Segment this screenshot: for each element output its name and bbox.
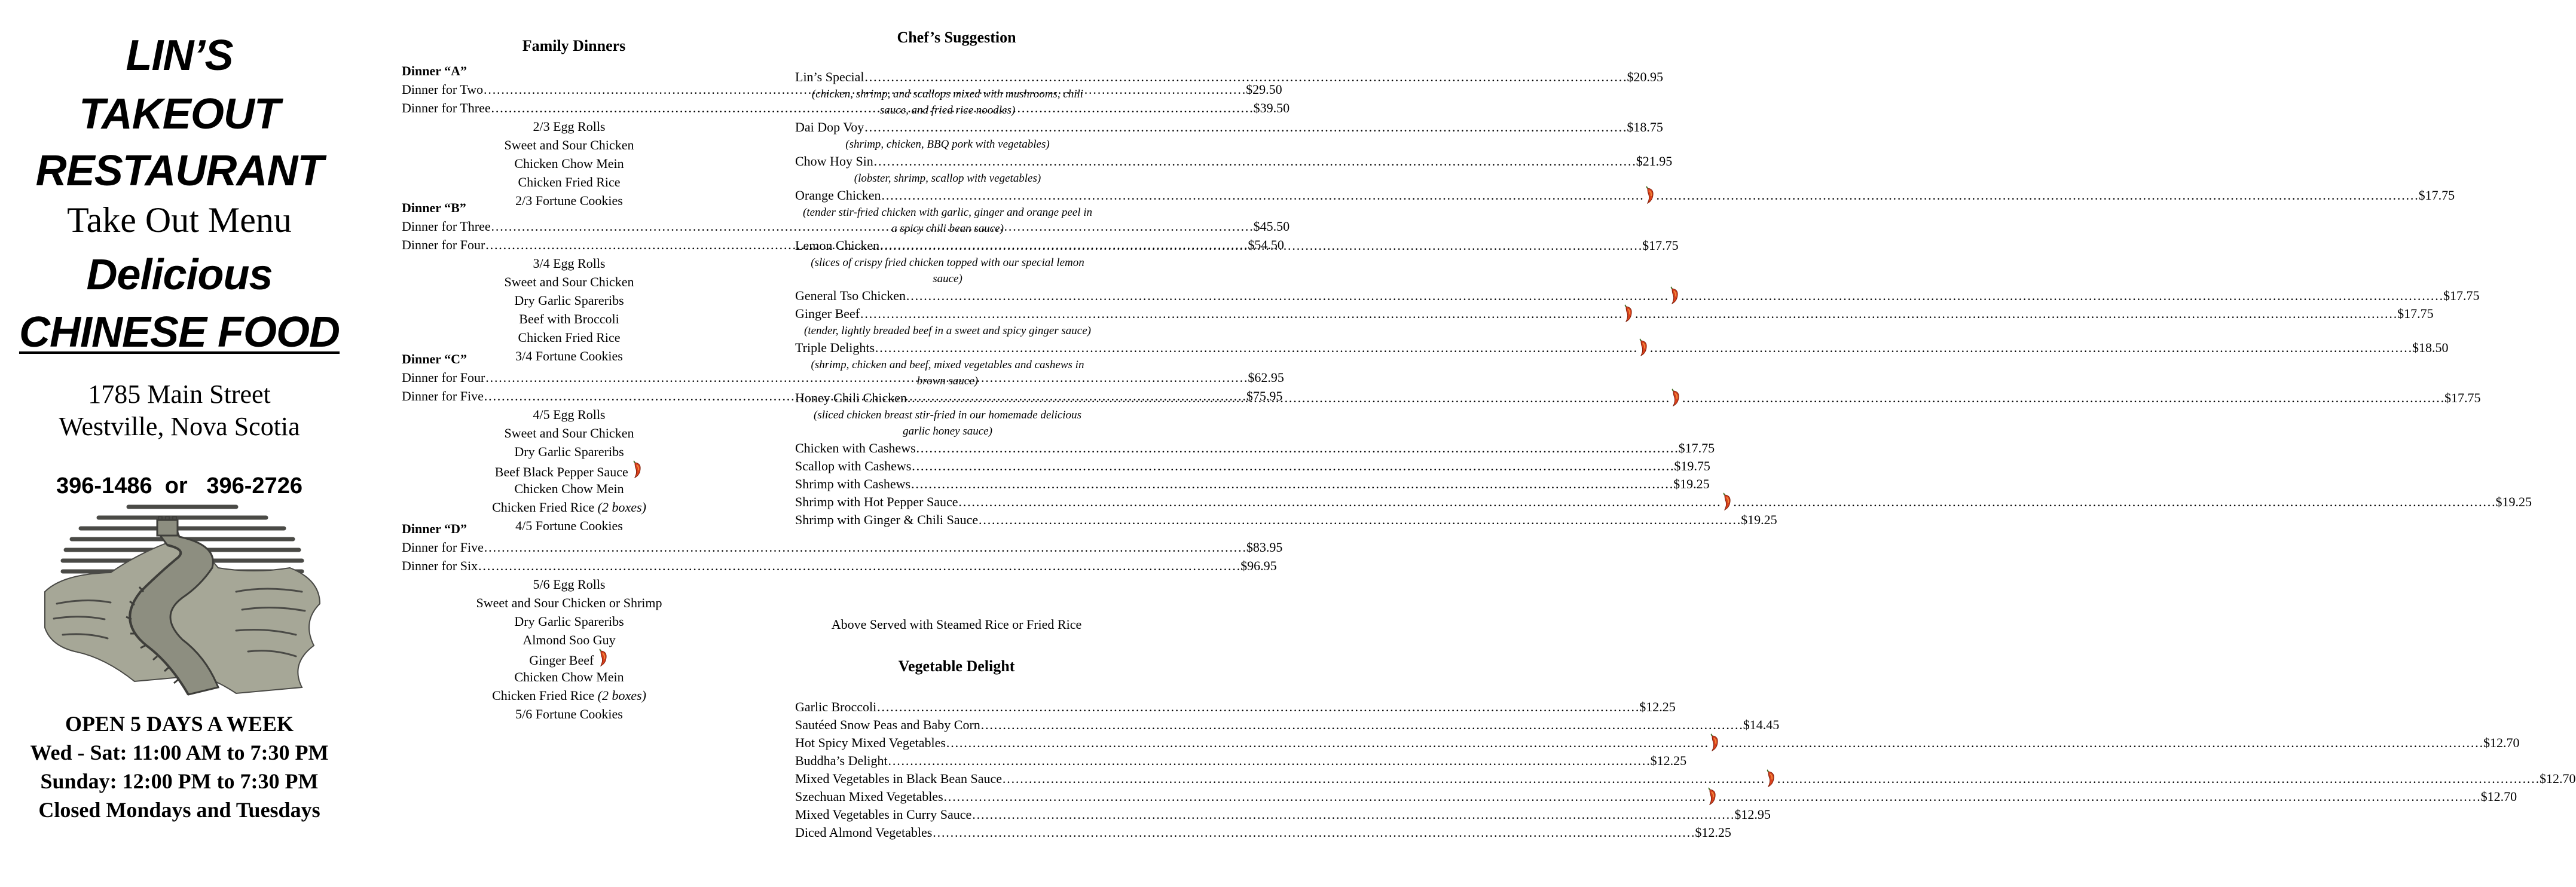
item-name: Shrimp with Hot Pepper Sauce bbox=[795, 494, 958, 509]
vegetable-item-row bbox=[795, 770, 2576, 788]
leader-dots bbox=[1002, 770, 1765, 788]
leader-dots bbox=[1649, 339, 2412, 357]
item-name: Mixed Vegetables in Curry Sauce bbox=[795, 807, 972, 822]
dinner-item-text: Sweet and Sour Chicken bbox=[504, 274, 634, 289]
chef-item-row bbox=[795, 475, 1710, 493]
item-price: $17.75 bbox=[2418, 188, 2455, 203]
tagline-delicious: Delicious bbox=[86, 251, 273, 299]
leader-dots bbox=[907, 389, 2444, 407]
dinner-item-text: Beef with Broccoli bbox=[519, 311, 619, 326]
dinner-items bbox=[402, 405, 737, 535]
chili-pepper-icon bbox=[1670, 389, 1682, 407]
dinner-item-text: Sweet and Sour Chicken bbox=[504, 426, 634, 441]
chef-item-row bbox=[795, 439, 1715, 457]
dinner-item-text: 2/3 Egg Rolls bbox=[533, 119, 606, 134]
item-name: General Tso Chicken bbox=[795, 288, 906, 303]
dinner-item-note: (2 boxes) bbox=[597, 500, 646, 515]
dinner-item-text: 2/3 Fortune Cookies bbox=[515, 193, 623, 208]
item-name: Lemon Chicken bbox=[795, 238, 880, 253]
chef-item-description: (tender stir-fried chicken with garlic, ginger and orange peel in a spicy chili bean sauce) bbox=[802, 206, 1093, 235]
dinner-item bbox=[402, 173, 737, 191]
item-price: $12.25 bbox=[1639, 699, 1676, 714]
chef-item-description: (slices of crispy fried chicken topped with our special lemon sauce) bbox=[811, 256, 1084, 285]
dinner-name: Dinner “B” bbox=[402, 200, 466, 215]
dinner-item bbox=[402, 273, 737, 291]
item-price: $54.50 bbox=[1248, 237, 1284, 252]
item-name: Dinner for Six bbox=[402, 558, 478, 573]
menu-subtitle: Take Out Menu bbox=[67, 200, 292, 240]
leader-dots bbox=[860, 305, 2397, 323]
vegetable-item-row bbox=[795, 734, 2520, 752]
item-price: $17.75 bbox=[1678, 441, 1715, 455]
leader-dots bbox=[906, 287, 2443, 305]
leader-dots bbox=[1002, 770, 2540, 788]
item-price: $96.95 bbox=[1240, 558, 1277, 573]
dinner-item bbox=[402, 136, 737, 154]
leader-dots bbox=[1777, 770, 2540, 788]
dinner-item bbox=[402, 310, 737, 328]
leader-dots bbox=[916, 439, 1679, 457]
great-wall-illustration bbox=[39, 502, 326, 699]
chef-item-row bbox=[795, 305, 2434, 323]
item-price: $17.75 bbox=[2397, 306, 2434, 321]
leader-dots bbox=[971, 806, 1734, 824]
vegetable-delight-list bbox=[795, 698, 2576, 842]
leader-dots bbox=[910, 475, 1673, 493]
dinner-item-text: Beef Black Pepper Sauce bbox=[494, 464, 628, 479]
chili-pepper-icon bbox=[1669, 287, 1680, 305]
item-name: Scallop with Cashews bbox=[795, 458, 912, 473]
item-price: $19.75 bbox=[1674, 458, 1710, 473]
dinner-price-row bbox=[402, 80, 1282, 99]
dinner-item bbox=[402, 612, 737, 631]
leader-dots bbox=[946, 734, 2483, 752]
item-price: $62.95 bbox=[1248, 370, 1284, 385]
item-name: Mixed Vegetables in Black Bean Sauce bbox=[795, 771, 1002, 786]
item-price: $12.25 bbox=[1650, 753, 1687, 768]
item-price: $17.75 bbox=[2443, 288, 2480, 303]
address-line2: Westville, Nova Scotia bbox=[59, 412, 300, 441]
dinner-item-text: Chicken Fried Rice bbox=[518, 175, 621, 189]
item-name: Shrimp with Cashews bbox=[795, 476, 911, 491]
dinner-item-text: Dry Garlic Spareribs bbox=[514, 293, 624, 308]
chef-item-row bbox=[795, 118, 1663, 136]
dinner-items bbox=[402, 117, 737, 210]
dinner-item-note: (2 boxes) bbox=[597, 688, 646, 703]
item-price: $29.50 bbox=[1246, 82, 1282, 97]
chef-item-row bbox=[795, 339, 2449, 357]
leader-dots bbox=[875, 339, 1637, 357]
hours-line: Wed - Sat: 11:00 AM to 7:30 PM bbox=[30, 741, 329, 764]
item-name: Chicken with Cashews bbox=[795, 441, 916, 455]
chili-pepper-icon bbox=[1644, 186, 1656, 204]
chili-pepper-icon bbox=[1637, 339, 1649, 357]
item-name: Szechuan Mixed Vegetables bbox=[795, 789, 943, 804]
item-name: Shrimp with Ginger & Chili Sauce bbox=[795, 512, 979, 527]
chili-pepper-icon bbox=[1721, 493, 1733, 511]
dinner-item-text: Chicken Chow Mein bbox=[514, 669, 624, 684]
item-name: Dinner for Two bbox=[402, 82, 484, 97]
leader-dots bbox=[1718, 788, 2481, 806]
leader-dots bbox=[888, 752, 1651, 770]
item-name: Orange Chicken bbox=[795, 188, 881, 203]
dinner-item-text: Chicken Chow Mein bbox=[514, 156, 624, 171]
leader-dots bbox=[873, 152, 1636, 170]
leader-dots bbox=[881, 186, 2419, 204]
leader-dots bbox=[860, 305, 1622, 323]
vegetable-item-row bbox=[795, 806, 1771, 824]
dinner-item-text: Sweet and Sour Chicken or Shrimp bbox=[476, 595, 662, 610]
chef-item-row bbox=[795, 152, 1673, 170]
leader-dots bbox=[1682, 389, 2444, 407]
item-price: $12.95 bbox=[1734, 807, 1771, 822]
item-name: Chow Hoy Sin bbox=[795, 154, 873, 169]
leader-dots bbox=[906, 287, 1669, 305]
item-price: $75.95 bbox=[1246, 389, 1283, 403]
chili-pepper-icon bbox=[631, 461, 643, 479]
leader-dots bbox=[1656, 186, 2419, 204]
item-name: Buddha’s Delight bbox=[795, 753, 888, 768]
chili-pepper-icon bbox=[1765, 770, 1777, 788]
vegetable-delight-heading: Vegetable Delight bbox=[898, 657, 1015, 675]
chef-item-row bbox=[795, 457, 1710, 475]
dinner-item bbox=[402, 705, 737, 723]
item-name: Dinner for Three bbox=[402, 100, 491, 115]
dinner-item-text: 4/5 Fortune Cookies bbox=[515, 518, 623, 533]
item-name: Dai Dop Voy bbox=[795, 120, 864, 134]
chef-item-row bbox=[795, 186, 2455, 204]
leader-dots bbox=[1733, 493, 2496, 511]
item-price: $45.50 bbox=[1253, 219, 1290, 234]
leader-dots bbox=[876, 698, 1639, 716]
item-price: $21.95 bbox=[1636, 154, 1673, 169]
dinner-name: Dinner “A” bbox=[402, 63, 467, 78]
dinner-item bbox=[402, 594, 737, 612]
dinner-item-text: 3/4 Fortune Cookies bbox=[515, 348, 623, 363]
item-price: $83.95 bbox=[1246, 540, 1283, 555]
item-name: Dinner for Five bbox=[402, 540, 484, 555]
restaurant-info-panel bbox=[0, 0, 359, 887]
restaurant-name-line1: LIN’S bbox=[126, 32, 233, 79]
dinner-item-text: Chicken Fried Rice bbox=[518, 330, 621, 345]
item-name: Diced Almond Vegetables bbox=[795, 825, 933, 840]
dinner-item bbox=[402, 686, 737, 705]
chili-pepper-icon bbox=[1709, 734, 1721, 752]
item-price: $12.70 bbox=[2483, 735, 2520, 750]
dinner-item bbox=[402, 405, 737, 424]
dinner-item bbox=[402, 461, 737, 479]
item-price: $18.75 bbox=[1627, 120, 1663, 134]
address bbox=[0, 378, 359, 443]
opening-hours bbox=[0, 709, 359, 824]
item-price: $12.70 bbox=[2540, 771, 2576, 786]
hours-line: OPEN 5 DAYS A WEEK bbox=[65, 712, 294, 736]
chef-item-row bbox=[795, 511, 1777, 529]
leader-dots bbox=[864, 68, 1627, 86]
item-price: $20.95 bbox=[1627, 69, 1663, 84]
dinner-item-text: Chicken Fried Rice bbox=[492, 688, 595, 703]
item-name: Lin’s Special bbox=[795, 69, 864, 84]
leader-dots bbox=[978, 511, 1741, 529]
hours-line: Closed Mondays and Tuesdays bbox=[38, 798, 320, 822]
leader-dots bbox=[932, 824, 1695, 842]
dinner-item-text: Dry Garlic Spareribs bbox=[514, 614, 624, 629]
dinner-price-row bbox=[402, 556, 1277, 575]
item-price: $19.25 bbox=[2495, 494, 2532, 509]
dinner-item bbox=[402, 154, 737, 173]
dinner-item-text: Almond Soo Guy bbox=[522, 632, 616, 647]
item-name: Dinner for Four bbox=[402, 370, 485, 385]
item-price: $19.25 bbox=[1673, 476, 1710, 491]
dinner-item-text: 4/5 Egg Rolls bbox=[533, 407, 606, 422]
item-name: Dinner for Three bbox=[402, 219, 491, 234]
dinner-item bbox=[402, 479, 737, 498]
item-name: Dinner for Four bbox=[402, 237, 485, 252]
dinner-item bbox=[402, 291, 737, 310]
chef-item-description: (shrimp, chicken and beef, mixed vegetables and cashews in brown sauce) bbox=[811, 359, 1084, 387]
chef-item-row bbox=[795, 68, 1663, 86]
item-price: $18.50 bbox=[2412, 340, 2449, 355]
item-name: Hot Spicy Mixed Vegetables bbox=[795, 735, 946, 750]
item-name: Triple Delights bbox=[795, 340, 875, 355]
item-price: $19.25 bbox=[1741, 512, 1777, 527]
leader-dots bbox=[864, 118, 1627, 136]
dinner-item bbox=[402, 649, 737, 668]
chili-pepper-icon bbox=[597, 649, 609, 667]
dinner-item bbox=[402, 424, 737, 442]
vegetable-item-row bbox=[795, 788, 2517, 806]
chefs-suggestion-heading: Chef’s Suggestion bbox=[897, 29, 1016, 46]
chef-item-row bbox=[795, 493, 2532, 511]
dinner-name: Dinner “D” bbox=[402, 521, 467, 536]
leader-dots bbox=[980, 716, 1743, 734]
leader-dots bbox=[958, 493, 1721, 511]
dinner-item-text: 3/4 Egg Rolls bbox=[533, 256, 606, 271]
dinner-item-text: Chicken Chow Mein bbox=[514, 481, 624, 496]
restaurant-name-line2: TAKEOUT bbox=[79, 90, 280, 138]
leader-dots bbox=[958, 493, 2496, 511]
chef-item-description: (chicken, shrimp, and scallops mixed with mushrooms, chili sauce, and fried rice noodles) bbox=[811, 88, 1084, 117]
chef-item-row bbox=[795, 287, 2480, 305]
served-with-note: Above Served with Steamed Rice or Fried Rice bbox=[831, 617, 1082, 632]
item-name: Dinner for Five bbox=[402, 389, 484, 403]
leader-dots bbox=[946, 734, 1709, 752]
chef-item-description: (tender, lightly breaded beef in a sweet and spicy ginger sauce) bbox=[804, 325, 1091, 337]
leader-dots bbox=[879, 237, 1642, 255]
leader-dots bbox=[875, 339, 2412, 357]
leader-dots bbox=[881, 186, 1644, 204]
item-price: $39.50 bbox=[1253, 100, 1290, 115]
phone-numbers: 396-1486 or 396-2726 bbox=[56, 473, 302, 498]
vegetable-item-row bbox=[795, 698, 1676, 716]
dinner-items bbox=[402, 575, 737, 723]
leader-dots bbox=[1634, 305, 2397, 323]
item-price: $17.75 bbox=[2444, 390, 2481, 405]
hours-line: Sunday: 12:00 PM to 7:30 PM bbox=[40, 769, 319, 793]
dinner-item bbox=[402, 631, 737, 649]
chili-pepper-icon bbox=[1706, 788, 1718, 806]
chili-pepper-icon bbox=[1622, 305, 1634, 323]
item-name: Garlic Broccoli bbox=[795, 699, 877, 714]
item-name: Sautéed Snow Peas and Baby Corn bbox=[795, 717, 980, 732]
item-price: $12.70 bbox=[2480, 789, 2517, 804]
chef-item-description: (lobster, shrimp, scallop with vegetables) bbox=[854, 172, 1041, 185]
dinner-item bbox=[402, 117, 737, 136]
chef-item-description: (sliced chicken breast stir-fried in our homemade delicious garlic honey sauce) bbox=[814, 409, 1081, 438]
vegetable-item-row bbox=[795, 752, 1687, 770]
dinner-item bbox=[402, 668, 737, 686]
dinner-items bbox=[402, 254, 737, 365]
leader-dots bbox=[943, 788, 2481, 806]
dinner-item-text: 5/6 Egg Rolls bbox=[533, 577, 606, 592]
item-name: Honey Chili Chicken bbox=[795, 390, 907, 405]
restaurant-name-line3: RESTAURANT bbox=[35, 147, 323, 195]
leader-dots bbox=[911, 457, 1674, 475]
dinner-item-text: Ginger Beef bbox=[529, 653, 594, 668]
dinner-item-text: 5/6 Fortune Cookies bbox=[515, 706, 623, 721]
vegetable-item-row bbox=[795, 824, 1731, 842]
dinner-item bbox=[402, 254, 737, 273]
leader-dots bbox=[943, 788, 1706, 806]
item-price: $12.25 bbox=[1695, 825, 1731, 840]
item-price: $17.75 bbox=[1642, 238, 1679, 253]
dinner-item bbox=[402, 575, 737, 594]
item-price: $14.45 bbox=[1743, 717, 1780, 732]
leader-dots bbox=[907, 389, 1670, 407]
dinner-item bbox=[402, 442, 737, 461]
dinner-item bbox=[402, 498, 737, 516]
family-dinners-heading: Family Dinners bbox=[522, 37, 626, 54]
leader-dots bbox=[1721, 734, 2483, 752]
vegetable-item-row bbox=[795, 716, 1780, 734]
tagline-chinese-food: CHINESE FOOD bbox=[19, 308, 340, 356]
dinner-price-row bbox=[402, 538, 1283, 556]
chef-item-description: (shrimp, chicken, BBQ pork with vegetables) bbox=[845, 138, 1050, 151]
address-line1: 1785 Main Street bbox=[88, 380, 271, 409]
dinner-item bbox=[402, 328, 737, 347]
dinner-item-text: Dry Garlic Spareribs bbox=[514, 444, 624, 459]
dinner-name: Dinner “C” bbox=[402, 351, 467, 366]
dinner-item-text: Chicken Fried Rice bbox=[492, 500, 595, 515]
item-name: Ginger Beef bbox=[795, 306, 860, 321]
dinner-item-text: Sweet and Sour Chicken bbox=[504, 137, 634, 152]
leader-dots bbox=[1680, 287, 2443, 305]
